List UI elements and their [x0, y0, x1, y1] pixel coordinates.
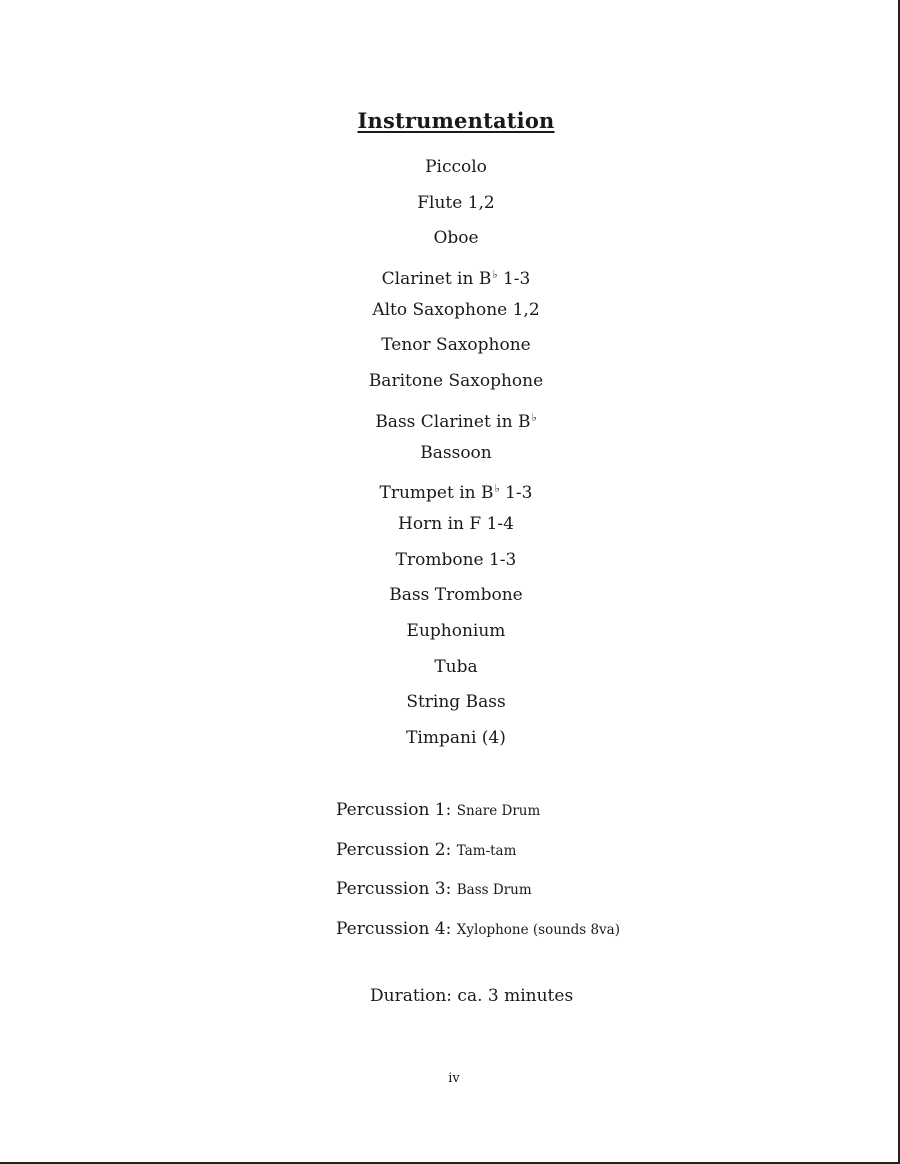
- instrument-name: Trombone 1-3: [395, 549, 517, 570]
- instrument-item: [0, 262, 900, 298]
- instrument-item: [0, 512, 900, 548]
- percussion-label: Percussion 2:: [336, 839, 452, 860]
- instrument-item: [0, 548, 900, 584]
- flat-symbol: ♭: [494, 482, 500, 496]
- instrument-item: [0, 583, 900, 619]
- instrument-list: [0, 155, 900, 762]
- flat-symbol: ♭: [492, 268, 498, 282]
- instrument-item: [0, 191, 900, 227]
- instrument-name: Horn in F 1-4: [398, 513, 514, 534]
- instrument-item: [0, 333, 900, 369]
- instrument-item: [0, 619, 900, 655]
- instrument-name: Alto Saxophone 1,2: [372, 299, 540, 320]
- percussion-list: [336, 798, 620, 956]
- instrument-item: [0, 298, 900, 334]
- instrument-item: [0, 441, 900, 477]
- percussion-label: Percussion 4:: [336, 918, 452, 939]
- instrument-suffix: 1-3: [497, 269, 531, 290]
- percussion-item: [336, 838, 620, 878]
- instrument-item: [0, 405, 900, 441]
- instrument-name: Baritone Saxophone: [368, 371, 544, 392]
- instrument-name: Tuba: [434, 656, 478, 677]
- percussion-item: [336, 877, 620, 917]
- percussion-instrument: Xylophone (sounds 8va): [456, 921, 620, 938]
- page-title: Instrumentation: [357, 108, 555, 133]
- instrument-name: Tenor Saxophone: [381, 335, 531, 356]
- instrument-name: Clarinet in B: [381, 269, 492, 290]
- instrument-item: [0, 690, 900, 726]
- instrument-name: Trumpet in B: [379, 483, 494, 504]
- duration-text: Duration: ca. 3 minutes: [370, 986, 574, 1006]
- percussion-item: [336, 917, 620, 957]
- instrument-item: [0, 476, 900, 512]
- instrument-suffix: 1-3: [499, 483, 533, 504]
- page-number: iv: [448, 1071, 460, 1086]
- instrument-name: Flute 1,2: [417, 192, 495, 213]
- instrument-item: [0, 226, 900, 262]
- flat-symbol: ♭: [531, 410, 537, 424]
- instrument-name: Bassoon: [420, 442, 492, 463]
- percussion-instrument: Tam-tam: [456, 842, 517, 859]
- percussion-label: Percussion 1:: [336, 800, 452, 820]
- percussion-instrument: Bass Drum: [456, 882, 532, 898]
- percussion-label: Percussion 3:: [336, 879, 452, 899]
- instrument-name: Euphonium: [406, 620, 506, 641]
- instrument-name: Bass Trombone: [389, 585, 523, 606]
- instrument-name: Timpani (4): [406, 728, 506, 748]
- percussion-instrument: Snare Drum: [456, 803, 541, 819]
- instrument-item: [0, 655, 900, 691]
- instrument-name: Piccolo: [425, 157, 487, 177]
- instrument-item: [0, 155, 900, 191]
- instrument-name: Bass Clarinet in B: [375, 411, 531, 432]
- percussion-item: [336, 798, 620, 838]
- instrument-item: [0, 726, 900, 762]
- instrument-name: String Bass: [406, 692, 506, 713]
- instrument-name: Oboe: [433, 228, 479, 249]
- instrument-item: [0, 369, 900, 405]
